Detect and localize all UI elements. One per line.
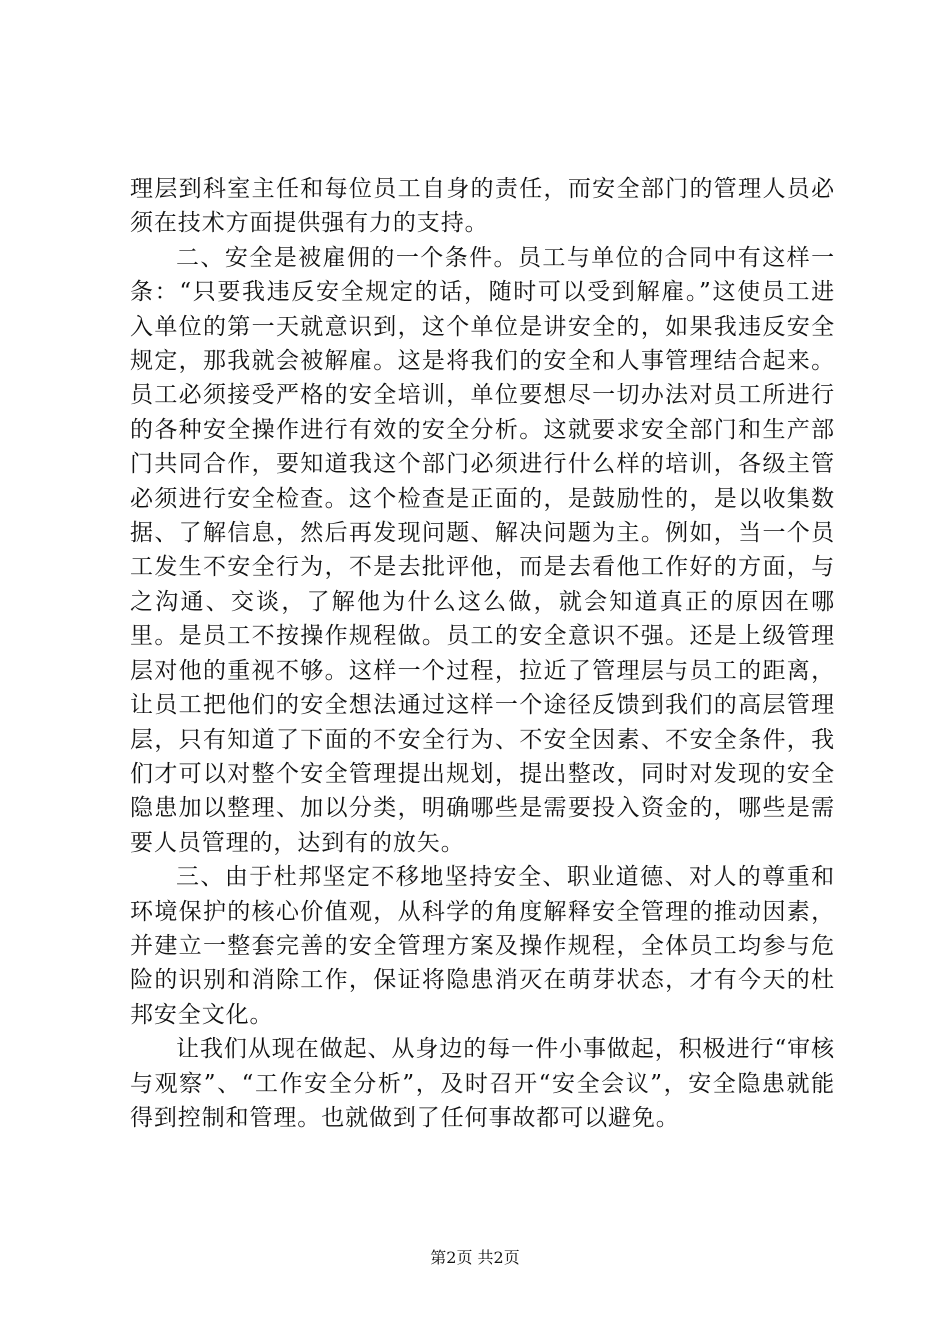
page-number-label: 第2页 共2页 [430,1248,520,1267]
paragraph-3: 三、由于杜邦坚定不移地坚持安全、职业道德、对人的尊重和环境保护的核心价值观，从科学的角度解释安全管理的推动因素，并建立一整套完善的安全管理方案及操作规程，全体员工均参与危险的识别和消除工作，保证将隐患消灭在萌芽状态，才有今天的杜邦安全文化。 [130,864,835,1028]
paragraph-1: 理层到科室主任和每位员工自身的责任，而安全部门的管理人员必须在技术方面提供强有力的支持。 [130,176,835,237]
paragraph-2: 二、安全是被雇佣的一个条件。员工与单位的合同中有这样一条：“只要我违反安全规定的话，随时可以受到解雇。”这使员工进入单位的第一天就意识到，这个单位是讲安全的，如果我违反安全规定，那我就会被解雇。这是将我们的安全和人事管理结合起来。员工必须接受严格的安全培训，单位要想尽一切办法对员工所进行的各种安全操作进行有效的安全分析。这就要求安全部门和生产部门共同合作，要知道我这个部门必须进行什么样的培训，各级主管必须进行安全检查。这个检查是正面的，是鼓励性的，是以收集数据、了解信息，然后再发现问题、解决问题为主。例如，当一个员工发生不安全行为，不是去批评他，而是去看他工作好的方面，与之沟通、交谈，了解他为什么这么做，就会知道真正的原因在哪里。是员工不按操作规程做。员工的安全意识不强。还是上级管理层对他的重视不够。这样一个过程，拉近了管理层与员工的距离，让员工把他们的安全想法通过这样一个途径反馈到我们的高层管理层，只有知道了下面的不安全行为、不安全因素、不安全条件，我们才可以对整个安全管理提出规划，提出整改，同时对发现的安全隐患加以整理、加以分类，明确哪些是需要投入资金的，哪些是需要人员管理的，达到有的放矢。 [130,244,835,856]
page-footer [0,1248,950,1268]
paragraph-4: 让我们从现在做起、从身边的每一件小事做起，积极进行“审核与观察”、“工作安全分析”，及时召开“安全会议”，安全隐患就能得到控制和管理。也就做到了任何事故都可以避免。 [130,1036,835,1131]
document-body [130,172,835,1135]
